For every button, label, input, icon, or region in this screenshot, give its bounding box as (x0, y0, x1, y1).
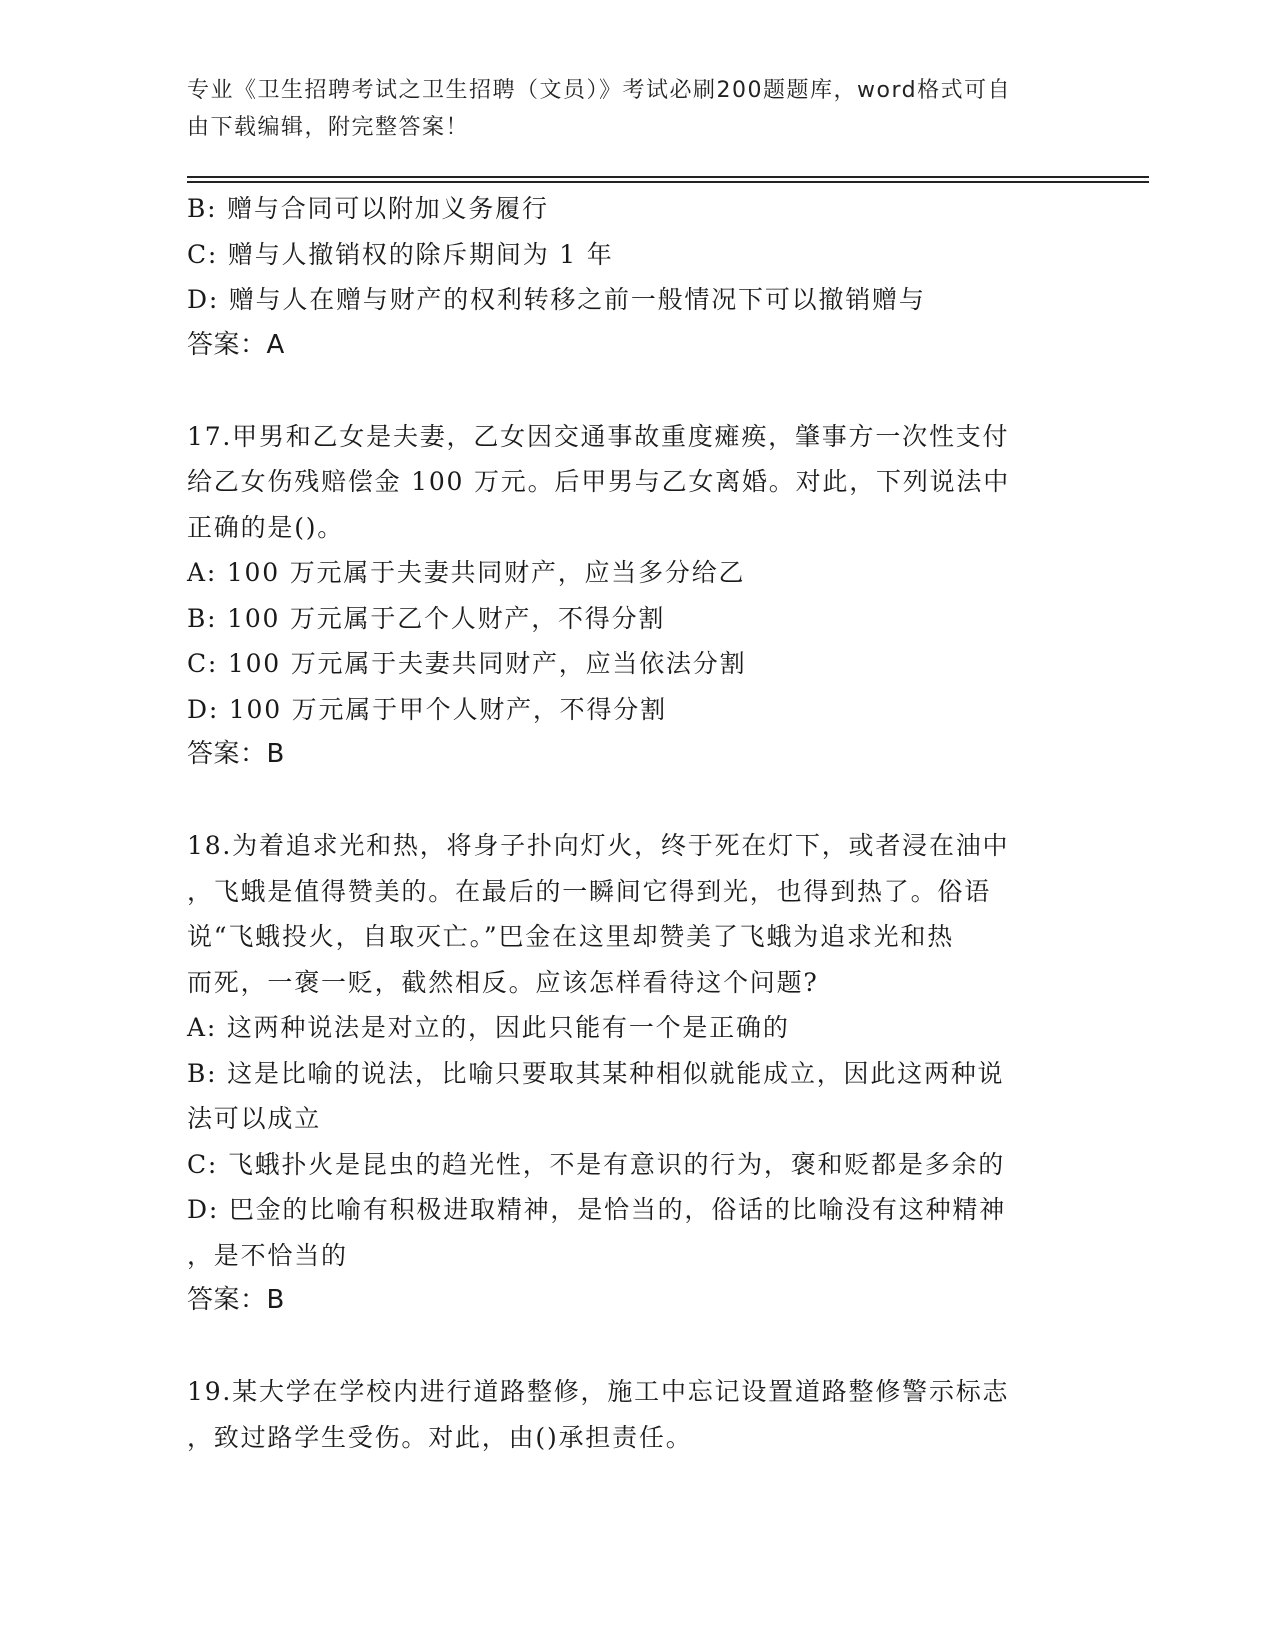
option-c: C: 赠与人撤销权的除斥期间为 1 年 (187, 239, 614, 269)
question-stem-line: 18.为着追求光和热，将身子扑向灯火，终于死在灯下，或者浸在油中 (187, 831, 1010, 860)
option-a: A: 100 万元属于夫妻共同财产，应当多分给乙 (187, 558, 746, 587)
spacer (187, 778, 1087, 824)
spacer (187, 368, 1087, 414)
question-17 (187, 414, 1087, 778)
option-d-continued: ，是不恰当的 (187, 1240, 348, 1270)
answer-label: 答案：B (187, 739, 285, 769)
question-stem-line: 给乙女伤残赔偿金 100 万元。后甲男与乙女离婚。对此，下列说法中 (187, 467, 1011, 496)
document-header (187, 72, 1087, 146)
option-b: B: 100 万元属于乙个人财产，不得分割 (187, 603, 666, 633)
header-line-2: 由下载编辑，附完整答案！ (187, 115, 470, 140)
question-18 (187, 823, 1087, 1324)
header-divider-bottom (187, 181, 1149, 183)
question-stem-line: ，飞蛾是值得赞美的。在最后的一瞬间它得到光，也得到热了。俗语 (187, 876, 992, 906)
option-a: A: 这两种说法是对立的，因此只能有一个是正确的 (187, 1013, 790, 1042)
question-stem-line: 正确的是()。 (187, 512, 345, 542)
question-19 (187, 1369, 1087, 1460)
header-line-1: 专业《卫生招聘考试之卫生招聘（文员）》考试必刷200题题库，word格式可自 (187, 78, 1012, 103)
option-b-continued: 法可以成立 (187, 1104, 322, 1133)
question-stem-line: ，致过路学生受伤。对此，由()承担责任。 (187, 1422, 693, 1452)
question-stem-line: 19.某大学在学校内进行道路整修，施工中忘记设置道路整修警示标志 (187, 1377, 1010, 1406)
answer-label: 答案：A (187, 329, 285, 360)
option-b: B: 这是比喻的说法，比喻只要取其某种相似就能成立，因此这两种说 (187, 1058, 1005, 1088)
header-divider-top (187, 176, 1149, 178)
question-16-tail (187, 186, 1087, 368)
option-d: D: 100 万元属于甲个人财产，不得分割 (187, 694, 667, 724)
question-stem-line: 说“飞蛾投火，自取灭亡。”巴金在这里却赞美了飞蛾为追求光和热 (187, 922, 955, 951)
answer-label: 答案：B (187, 1285, 285, 1315)
spacer (187, 1324, 1087, 1370)
option-d: D: 巴金的比喻有积极进取精神，是恰当的，俗话的比喻没有这种精神 (187, 1195, 1007, 1224)
question-stem-line: 17.甲男和乙女是夫妻，乙女因交通事故重度瘫痪，肇事方一次性支付 (187, 421, 1010, 451)
option-c: C: 100 万元属于夫妻共同财产，应当依法分割 (187, 649, 747, 678)
option-b: B: 赠与合同可以附加义务履行 (187, 194, 549, 223)
option-d: D: 赠与人在赠与财产的权利转移之前一般情况下可以撤销赠与 (187, 285, 926, 314)
question-stem-line: 而死，一褒一贬，截然相反。应该怎样看待这个问题? (187, 967, 819, 997)
document-body (187, 186, 1087, 1460)
option-c: C: 飞蛾扑火是昆虫的趋光性，不是有意识的行为，褒和贬都是多余的 (187, 1149, 1006, 1179)
